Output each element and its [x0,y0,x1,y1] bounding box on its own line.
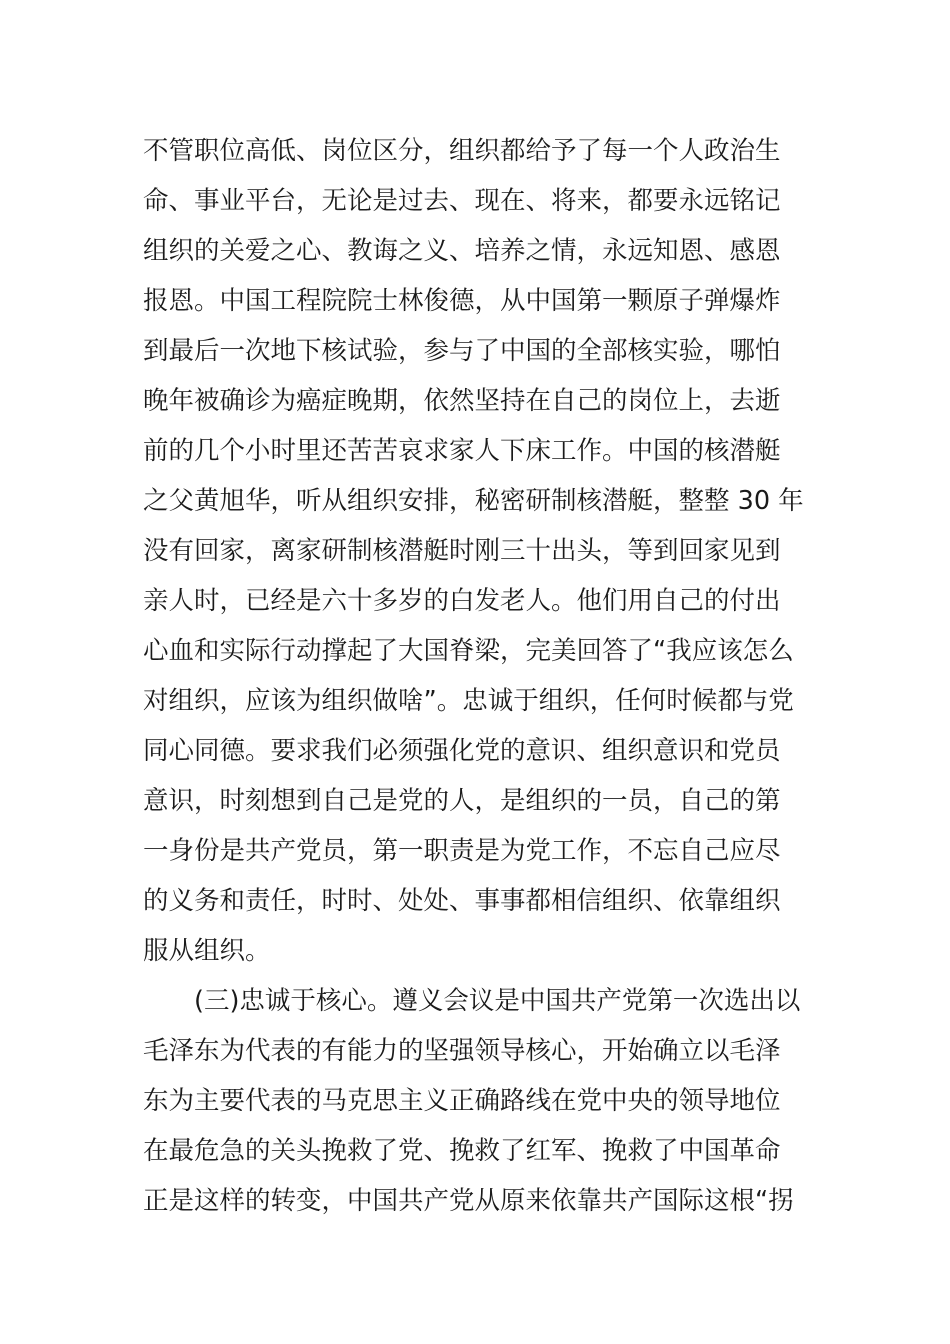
text-line: 到最后一次地下核试验，参与了中国的全部核实验，哪怕 [143,336,781,366]
text-line: 毛泽东为代表的有能力的坚强领导核心，开始确立以毛泽 [143,1036,781,1066]
text-line: 命、事业平台，无论是过去、现在、将来，都要永远铭记 [143,186,781,216]
text-line: 正是这样的转变，中国共产党从原来依靠共产国际这根“拐 [143,1186,794,1216]
text-line: 一身份是共产党员，第一职责是为党工作，不忘自己应尽 [143,836,781,866]
paragraph-loyalty-to-core [143,976,813,1226]
text-line: 的义务和责任，时时、处处、事事都相信组织、依靠组织 [143,886,781,916]
text-line: 之父黄旭华，听从组织安排，秘密研制核潜艇，整整 30 年 [143,486,804,516]
text-line: 组织的关爱之心、教诲之义、培养之情，永远知恩、感恩 [143,236,781,266]
document-body [143,126,813,1226]
text-line: 对组织，应该为组织做啥”。忠诚于组织，任何时候都与党 [143,686,794,716]
text-line: 同心同德。要求我们必须强化党的意识、组织意识和党员 [143,736,781,766]
text-line: 报恩。中国工程院院士林俊德，从中国第一颗原子弹爆炸 [143,286,781,316]
text-line: 亲人时，已经是六十多岁的白发老人。他们用自己的付出 [143,586,781,616]
text-line: 意识，时刻想到自己是党的人，是组织的一员，自己的第 [143,786,781,816]
text-line: 晚年被确诊为癌症晚期，依然坚持在自己的岗位上，去逝 [143,386,781,416]
text-line: 服从组织。 [143,936,271,966]
section-heading-line: (三)忠诚于核心。遵义会议是中国共产党第一次选出以 [194,986,801,1016]
text-line: 没有回家，离家研制核潜艇时刚三十出头，等到回家见到 [143,536,781,566]
text-line: 前的几个小时里还苦苦哀求家人下床工作。中国的核潜艇 [143,436,781,466]
text-line: 不管职位高低、岗位区分，组织都给予了每一个人政治生 [143,136,781,166]
paragraph-loyalty-to-organization [143,126,813,976]
text-line: 东为主要代表的马克思主义正确路线在党中央的领导地位 [143,1086,781,1116]
text-line: 心血和实际行动撑起了大国脊梁，完美回答了“我应该怎么 [143,636,794,666]
text-line: 在最危急的关头挽救了党、挽救了红军、挽救了中国革命 [143,1136,781,1166]
